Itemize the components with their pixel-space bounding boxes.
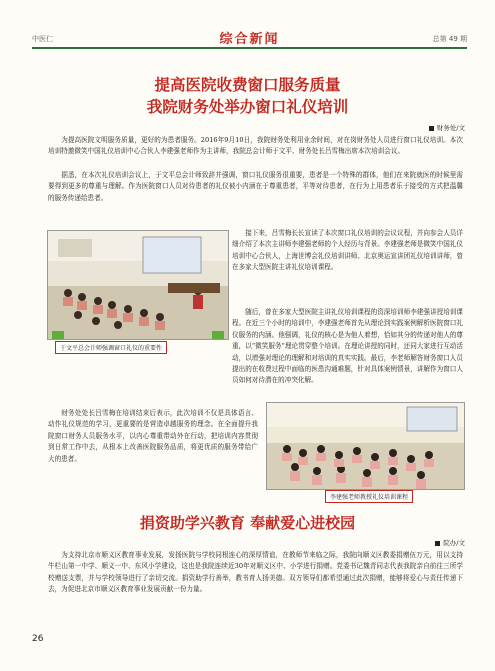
article1-paragraph-5: 财务处处长吕雪梅在培训结束后表示，此次培训不仅是具体语言、动作礼仪规范的学习，更重要的是营造卓越服务的理念。在全面提升我院窗口财务人员服务水平，以内心尊重带动外在行动，把培训内容贯彻到日常工作中去，从根本上改善医院服务品质，将更优质的服务带给广大的患者。 (48, 409, 258, 463)
photo-training-class (266, 402, 465, 490)
byline-square-icon (429, 126, 434, 131)
article2-title: 捐资助学兴教育 奉献爱心进校园 (139, 514, 356, 532)
article1-title-line1: 提高医院收费窗口服务质量 (154, 76, 341, 94)
article1-paragraph-4 (48, 307, 463, 387)
header-divider (32, 47, 467, 49)
byline-square-icon (435, 541, 440, 546)
header-publication: 中医仁 (32, 35, 53, 43)
photo2-caption (325, 490, 413, 503)
article1-paragraph-4-text: 随后，曾在多家大型医院主讲礼仪培训课程的资深培训师李建强讲授培训课程。在近三个小时的培训中，李建强老师首先从理论到实践案例解析医院窗口礼仪服务的内涵。他强调，礼仪的核心是为他人着想，恰如其分的传递对他人的尊重，以“微笑服务”理论贯穿整个培训。在理论讲授的同时，还同大家进行互动活动，以增强对理论的理解和对培训的真实实践。最后，李老师解答财务窗口人员提出的在收费过程中面临的医患沟通难题，针对具体案例情景，讲解作为窗口人员如何对待潜在的冲突化解。 (232, 308, 463, 385)
article1-title-line2: 我院财务处举办窗口礼仪培训 (146, 98, 349, 116)
header-section-title: 综合新闻 (219, 32, 280, 47)
article1-paragraph-1: 为提高医院文明服务质量，更好的为患者服务。2016年9月10日，我院财务处利用业余时间，对在岗财务处人员进行窗口礼仪培训。本次培训特邀微笑中国礼仪培训中心合伙人李建强老师作为主讲师，我院总会计师于文平、财务处长吕雪梅出席本次培训会议。 (48, 136, 463, 156)
page-header (32, 30, 467, 50)
article2-byline (435, 538, 465, 547)
article1-paragraph-3: 接下来，吕雪梅长长宣读了本次窗口礼仪培训的会议议程，并向参会人员详细介绍了本次主讲师李建强老师的个人经历与背景。李建强老师是微笑中国礼仪培训中心合伙人，上海世博会礼仪培训讲师、北京奥运宣讲团礼仪培训讲师，曾在多家大型医院主讲礼仪培训课程。 (232, 229, 463, 272)
page-number: 26 (32, 634, 44, 644)
photo1-caption-text: 于文平总会计师强调窗口礼仪的重要性 (60, 345, 163, 352)
article1-byline (429, 123, 465, 132)
training-class-illustration (267, 403, 464, 489)
photo2-caption-text: 李建强老师教授礼仪培训课程 (330, 494, 409, 501)
article2-paragraph-1: 为支持北京市顺义区教育事业发展，发扬医院与学校同根连心的深厚情谊，在教师节来临之际，我院向顺义区教委捐赠伍万元，用以支持牛栏山第一中学、顺义一中、东风小学建设，这也是我院连续近30年对顺义区中、小学进行捐赠。党委书记魏青同志代表我院亲自前往三所学校赠送支票，并与学校领导进行了亲切交流。捐资助学行善举，教书育人扬美德。双方领导们都希望通过此次捐赠，能够将爱心与责任传递下去，为促进北京市顺义区教育事业发展贡献一份力量。 (48, 551, 463, 594)
article1-paragraph-2: 据悉，在本次礼仪培训会议上，于文平总会计师致辞并强调，窗口礼仪服务很重要，患者是一个特殊的群体，他们在来院就医的时候里需要得到更多的尊重与理解。作为医院窗口人员对待患者的礼仪被小内涵在于尊重患者，平等对待患者，在行为上用患者乐于接受的方式把温馨的服务传递给患者。 (48, 171, 463, 202)
header-issue: 总第 49 期 (432, 35, 467, 43)
article2-byline-text: 院办/文 (443, 539, 465, 547)
article1-byline-text: 财务处/文 (436, 124, 465, 132)
